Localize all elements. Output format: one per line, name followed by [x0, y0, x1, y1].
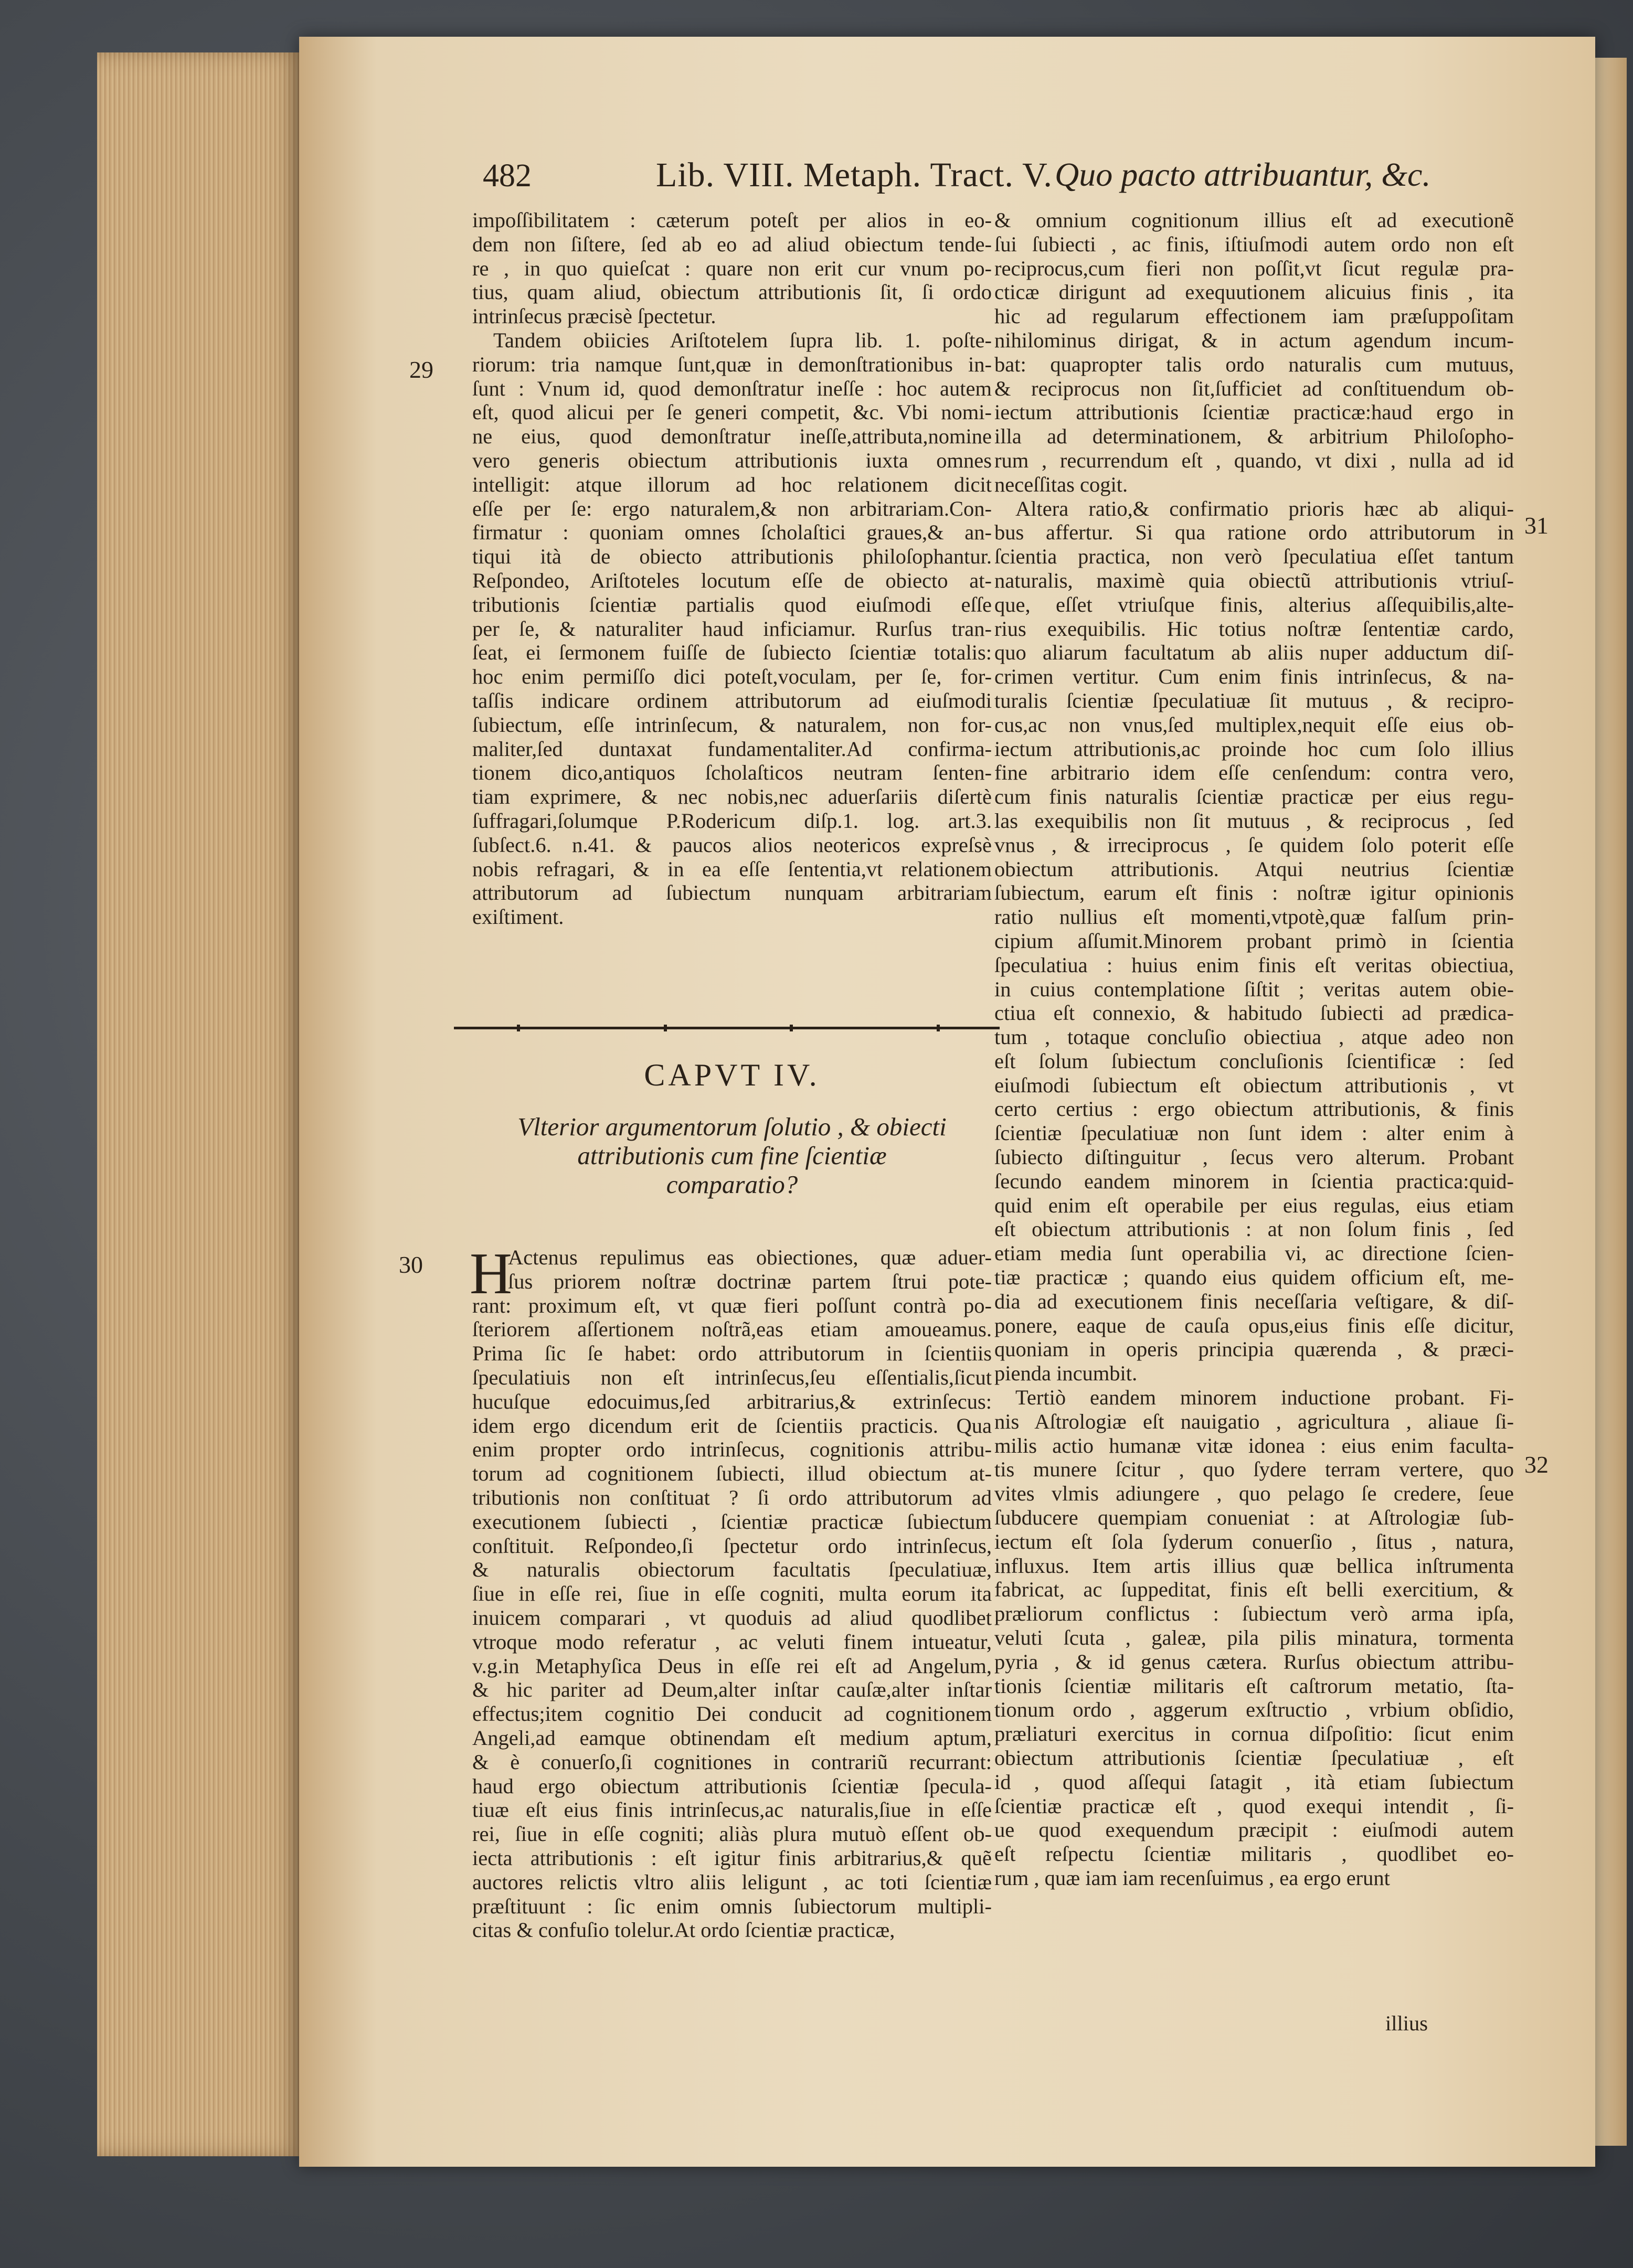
text-line: reciprocus,cum fieri non poſſit,vt ſicut regulæ pra-	[994, 256, 1514, 280]
chapter-subtitle-line: Vlterior argumentorum ſolutio , & obiecti	[517, 1112, 947, 1141]
text-line: haud ergo obiectum attributionis ſcientiæ ſpecula-	[472, 1774, 992, 1798]
text-line: cipium aſſumit.Minorem probant primò in ſcientia	[994, 929, 1514, 953]
text-line: ſcientia practica, non verò ſpeculatiua eſſet tantum	[994, 545, 1514, 569]
text-line: ſecundo eandem minorem in ſcientia practica:quid-	[994, 1169, 1514, 1193]
text-line: ſpeculatiuis non eſt intrinſecus,ſeu eſſentialis,ſicut	[472, 1365, 992, 1389]
text-line: Tandem obiicies Ariſtotelem ſupra lib. 1. poſte-	[493, 328, 992, 352]
text-line: tiqui ità de obiecto attributionis philoſophantur.	[472, 545, 992, 569]
text-line: veluti ſcuta , galeæ, pila pilis minatura, tormenta	[994, 1626, 1514, 1650]
text-line: impoſſibilitatem : cæterum poteſt per alios in eo-	[472, 208, 992, 232]
text-line: maliter,ſed duntaxat fundamentaliter.Ad confirma-	[472, 737, 992, 761]
text-line: & reciprocus non ſit,ſufficiet ad conſtituendum ob-	[994, 376, 1514, 400]
text-line: taſſis indicare ordinem attributorum ad eiuſmodi	[472, 688, 992, 712]
text-line: v.g.in Metaphyſica Deus in eſſe rei eſt ad Angelum,	[472, 1654, 992, 1678]
text-line: tiæ practicæ ; quando eius quidem officium eſt, me-	[994, 1265, 1514, 1290]
text-line: ſcientiæ practicæ eſt , quod exequi intendit , ſi-	[994, 1794, 1514, 1818]
text-line: tributionis ſcientiæ partialis quod eiuſmodi eſſe	[472, 592, 992, 616]
text-line: quoniam in operis principia quærenda , & præci-	[994, 1337, 1514, 1361]
text-line: tionis ſcientiæ militaris eſt caſtrorum metatio, ſta-	[994, 1674, 1514, 1698]
drop-cap: H	[470, 1241, 512, 1306]
text-line: ſiue in eſſe rei, ſiue in eſſe cogniti, multa eorum ita	[472, 1582, 992, 1606]
text-line: rei, ſiue in eſſe cogniti; aliàs plura mutuò eſſent ob-	[472, 1822, 992, 1846]
text-line: tiam exprimere, & nec nobis,nec aduerſariis diſertè	[472, 785, 992, 809]
text-line: eſt obiectum attributionis : at non ſolum finis , ſed	[994, 1217, 1514, 1241]
text-line: iectum attributionis,ac proinde hoc cum ſolo illius	[994, 737, 1514, 761]
text-line: eſt, quod alicui per ſe generi competit, &c. Vbi nomi-	[472, 400, 992, 424]
text-line: riorum: tria namque ſunt,quæ in demonſtrationibus in-	[472, 352, 992, 376]
text-line: intelligit: atque illorum ad hoc relationem dicit	[472, 472, 992, 496]
text-line: hoc enim permiſſo dici poteſt,voculam, per ſe, for-	[472, 665, 992, 689]
text-line: præliaturi exercitus in cornua diſpoſitio: ſicut enim	[994, 1722, 1514, 1746]
text-line: ponere, eaque de cauſa opus,eius finis eſſe dicitur,	[994, 1313, 1514, 1337]
text-line: dem non ſiſtere, ſed ab eo ad aliud obiectum tende-	[472, 232, 992, 256]
text-line: & hic pariter ad Deum,alter inſtar cauſæ,alter inſtar	[472, 1678, 992, 1702]
text-line: per ſe, & naturaliter haud inficiamur. Rurſus tran-	[472, 616, 992, 641]
text-line: pyria , & id genus cætera. Rurſus obiectum attribu-	[994, 1649, 1514, 1674]
text-line: ſui ſubiecti , ac finis, iſtiuſmodi autem ordo non eſt	[994, 232, 1514, 256]
text-line: quo aliarum facultatum ab aliis nuper adductum diſ-	[994, 641, 1514, 665]
text-line: præſtituunt : ſic enim omnis ſubiectorum multipli-	[472, 1894, 992, 1918]
text-line: eſt ſolum ſubiectum concluſionis ſcientificæ : ſed	[994, 1049, 1514, 1073]
text-line: rum , recurrendum eſt , quando, vt dixi , nulla ad id	[994, 448, 1514, 472]
text-line: etiam media ſunt operabilia vi, ac directione ſcien-	[994, 1241, 1514, 1265]
text-line: citas & confuſio tolelur.At ordo ſcientiæ practicæ,	[472, 1918, 895, 1942]
text-line: & è conuerſo,ſi cognitiones in contrariũ recurrant:	[472, 1750, 992, 1774]
text-line: enim propter ordo intrinſecus, cognitionis attribu-	[472, 1438, 992, 1462]
text-line: ſubiectum, eſſe intrinſecum, & naturalem, non for-	[472, 712, 992, 737]
text-line: hic ad regularum effectionem iam præſuppoſitam	[994, 304, 1514, 328]
text-line: Reſpondeo, Ariſtoteles locutum eſſe de obiecto at-	[472, 568, 992, 592]
text-line: ſus priorem noſtræ doctrinæ partem ſtrui pote-	[508, 1269, 992, 1293]
text-line: tiuæ eſt eius finis intrinſecus,ac naturalis,ſiue in eſſe	[472, 1798, 992, 1822]
text-line: tius, quam aliud, obiectum attributionis ſit, ſi ordo	[472, 280, 992, 304]
text-line: eſt reſpectu ſcientiæ militaris , quodlibet eo-	[994, 1842, 1514, 1866]
text-line: obiectum attributionis ſcientiæ ſpeculatiuæ , eſt	[994, 1746, 1514, 1770]
text-line: vnus , & irreciprocus , ſe quidem ſolo poterit eſſe	[994, 833, 1514, 857]
chapter-heading: CAPVT IV.	[644, 1058, 820, 1092]
chapter-subtitle-line: comparatio?	[666, 1170, 798, 1199]
text-line: tis munere ſcitur , quo ſydere terram vertere, quo	[994, 1457, 1514, 1482]
text-line: intrinſecus præcisè ſpectetur.	[472, 304, 716, 328]
margin-number: 29	[409, 356, 433, 383]
facing-page-edge	[1595, 58, 1627, 2146]
text-line: præliorum conflictus : ſubiectum verò arma ipſa,	[994, 1602, 1514, 1626]
text-line: las exequibilis non ſit mutuus , & reciprocus , ſed	[994, 808, 1514, 833]
text-line: que, eſſet vtriuſque finis, alterius aſſequibilis,alte-	[994, 592, 1514, 616]
text-line: obiectum attributionis. Atqui neutrius ſcientiæ	[994, 857, 1514, 881]
text-line: re , in quo quieſcat : quare non erit cur vnum po-	[472, 256, 992, 280]
text-line: ſubiectum, earum eſt finis : noſtræ igitur opinionis	[994, 881, 1514, 905]
text-line: ſpeculatiua : huius enim finis eſt veritas obiectiua,	[994, 953, 1514, 977]
text-line: eiuſmodi ſubiectum eſt obiectum attributionis , vt	[994, 1073, 1514, 1097]
text-line: ctiua eſt connexio, & habitudo ſubiecti ad prædica-	[994, 1001, 1514, 1025]
running-subtitle: Quo pacto attribuantur, &c.	[1055, 156, 1431, 193]
text-line: tionum ordo , aggerum exſtructio , vrbium obſidio,	[994, 1698, 1514, 1722]
text-line: fabricat, ac ſuppeditat, finis eſt belli exercitium, &	[994, 1578, 1514, 1602]
text-line: dia ad executionem finis neceſſaria veſtigare, & diſ-	[994, 1289, 1514, 1313]
text-line: cum finis naturalis ſcientiæ practicæ per eius regu-	[994, 785, 1514, 809]
catchword: illius	[1385, 2011, 1428, 2035]
text-line: ſeat, ei ſermonem fuiſſe de ſubiecto ſcientiæ totalis:	[472, 641, 992, 665]
text-line: fine arbitrario idem eſſe cenſendum: contra vero,	[994, 761, 1514, 785]
text-line: vtroque modo referatur , ac veluti finem intueatur,	[472, 1630, 992, 1654]
left-column-bottom	[470, 1241, 992, 1942]
text-line: conſtituit. Reſpondeo,ſi ſpectetur ordo intrinſecus,	[472, 1534, 992, 1558]
text-line: inuicem comparari , vt quoduis ad aliud quodlibet	[472, 1605, 992, 1630]
page-number: 482	[483, 158, 532, 194]
left-column-top	[472, 208, 992, 929]
text-line: cticæ dirigunt ad exequutionem alicuius finis , ita	[994, 280, 1514, 304]
text-line: nihilominus dirigat, & in actum agendum incum-	[994, 328, 1514, 352]
text-line: illa ad determinationem, & arbitrium Philoſopho-	[994, 424, 1514, 449]
text-line: certo certius : ergo obiectum attributionis, & finis	[994, 1097, 1514, 1121]
text-line: exiſtiment.	[472, 905, 564, 929]
book-page-edges	[97, 52, 307, 2156]
text-line: attributorum ad ſubiectum nunquam arbitrariam	[472, 881, 992, 905]
right-column	[994, 208, 1514, 1890]
text-line: auctores relictis vltro aliis leligunt , ac toti ſcientiæ	[472, 1870, 992, 1894]
text-line: effectus;item cognitio Dei conducit ad cognitionem	[472, 1702, 992, 1726]
text-line: vero generis obiectum attributionis iuxta omnes	[472, 448, 992, 472]
text-line: iectum attributionis ſcientiæ practicæ:haud ergo in	[994, 400, 1514, 424]
text-line: turalis ſcientiæ ſpeculatiuæ ſit mutuus , & recipro-	[994, 688, 1514, 712]
text-line: nobis refragari, & in ea eſſe ſententia,vt relationem	[472, 857, 992, 881]
text-line: neceſſitas cogit.	[994, 472, 1128, 496]
text-line: & naturalis obiectorum facultatis ſpeculatiuæ,	[472, 1558, 992, 1582]
text-line: rius exequibilis. Hic totius noſtræ ſententiæ cardo,	[994, 616, 1514, 641]
margin-number: 32	[1524, 1451, 1549, 1478]
text-line: pienda incumbit.	[994, 1361, 1138, 1386]
text-line: milis actio humanæ vitæ idonea : eius enim faculta-	[994, 1433, 1514, 1457]
text-line: Angeli,ad eamque obtinendam eſt medium aptum,	[472, 1726, 992, 1750]
text-line: Actenus repulimus eas obiectiones, quæ aduer-	[508, 1245, 992, 1269]
text-line: quid enim eſt operabile per eius regulas, eius etiam	[994, 1193, 1514, 1217]
text-line: tum , totaque concluſio obiectiua , atque adeo non	[994, 1025, 1514, 1049]
text-line: cus,ac non vnus,ſed multiplex,nequit eſſe eius ob-	[994, 712, 1514, 737]
text-line: tionem dico,antiquos ſcholaſticos neutram ſenten-	[472, 761, 992, 785]
text-line: tributionis non conſtituat ? ſi ordo attributorum ad	[472, 1485, 992, 1509]
text-line: executionem ſubiecti , ſcientiæ practicæ ſubiectum	[472, 1509, 992, 1534]
text-line: idem ergo dicendum erit de ſcientiis practicis. Qua	[472, 1413, 992, 1438]
text-line: ſubducere quempiam conueniat : at Aſtrologiæ ſub-	[994, 1506, 1514, 1530]
text-line: ſteriorem aſſertionem noſtrã,eas etiam amoueamus.	[472, 1317, 992, 1341]
text-line: id , quod aſſequi ſatagit , ità etiam ſubiectum	[994, 1770, 1514, 1794]
text-line: Altera ratio,& confirmatio prioris hæc ab aliqui-	[1015, 496, 1514, 520]
text-line: in cuius contemplatione ſiſtit ; veritas autem obie-	[994, 977, 1514, 1001]
text-line: rant: proximum eſt, vt quæ fieri poſſunt contrà po-	[472, 1293, 992, 1317]
text-line: influxus. Item artis illius quæ bellica inſtrumenta	[994, 1553, 1514, 1578]
text-line: Tertiò eandem minorem inductione probant. Fi-	[1015, 1386, 1514, 1410]
chapter-subtitle	[472, 1112, 992, 1199]
text-line: rum , quæ iam iam recenſuimus , ea ergo erunt	[994, 1866, 1390, 1890]
text-line: ſuffragari,ſolumque P.Rodericum diſp.1. log. art.3.	[472, 808, 992, 833]
text-line: vites vlmis adiungere , quo pelago ſe credere, ſeue	[994, 1482, 1514, 1506]
text-line: crimen vertitur. Cum enim finis intrinſecus, & na-	[994, 665, 1514, 689]
text-line: bat: quapropter talis ordo naturalis cum mutuus,	[994, 352, 1514, 376]
chapter-subtitle-line: attributionis cum fine ſcientiæ	[577, 1141, 887, 1170]
text-line: iectum eſt ſola ſyderum conuerſio , ſitus , natura,	[994, 1529, 1514, 1553]
text-line: nis Aſtrologiæ eſt nauigatio , agricultura , aliaue ſi-	[994, 1409, 1514, 1433]
text-line: ſubſect.6. n.41. & paucos alios neotericos expreſsè	[472, 833, 992, 857]
text-line: ſunt : Vnum id, quod demonſtratur ineſſe : hoc autem	[472, 376, 992, 400]
text-line: & omnium cognitionum illius eſt ad executionẽ	[994, 208, 1514, 232]
text-line: ſcientiæ ſpeculatiuæ non ſunt idem : alter enim à	[994, 1121, 1514, 1145]
margin-number: 30	[399, 1251, 423, 1278]
text-line: ſubiecto diſtinguitur , ſecus vero alterum. Probant	[994, 1145, 1514, 1169]
text-line: ne eius, quod demonſtratur ineſſe,attributa,nomine	[472, 424, 992, 449]
text-line: hucuſque edocuimus,ſed arbitrarius,& extrinſecus:	[472, 1389, 992, 1413]
text-line: bus affertur. Si qua ratione ordo attributorum in	[994, 520, 1514, 545]
text-line: naturalis, maximè quia obiectũ attributionis vtriuſ-	[994, 568, 1514, 592]
text-line: ratio nullius eſt momenti,vtpotè,quæ falſum prin-	[994, 905, 1514, 929]
text-line: Prima ſic ſe habet: ordo attributorum in ſcientiis	[472, 1341, 992, 1366]
running-title: Lib. VIII. Metaph. Tract. V.	[656, 156, 1053, 194]
margin-number: 31	[1524, 512, 1549, 539]
chapter-divider-rule	[454, 1022, 1000, 1034]
text-line: eſſe per ſe: ergo naturalem,& non arbitrariam.Con-	[472, 496, 992, 520]
text-line: torum ad cognitionem ſubiecti, illud obiectum at-	[472, 1462, 992, 1486]
text-line: firmatur : quoniam omnes ſcholaſtici graues,& an-	[472, 520, 992, 545]
text-line: iecta attributionis : eſt igitur finis arbitrarius,& quẽ	[472, 1846, 992, 1870]
text-line: ue quod exequendum præcipit : eiuſmodi autem	[994, 1818, 1514, 1842]
